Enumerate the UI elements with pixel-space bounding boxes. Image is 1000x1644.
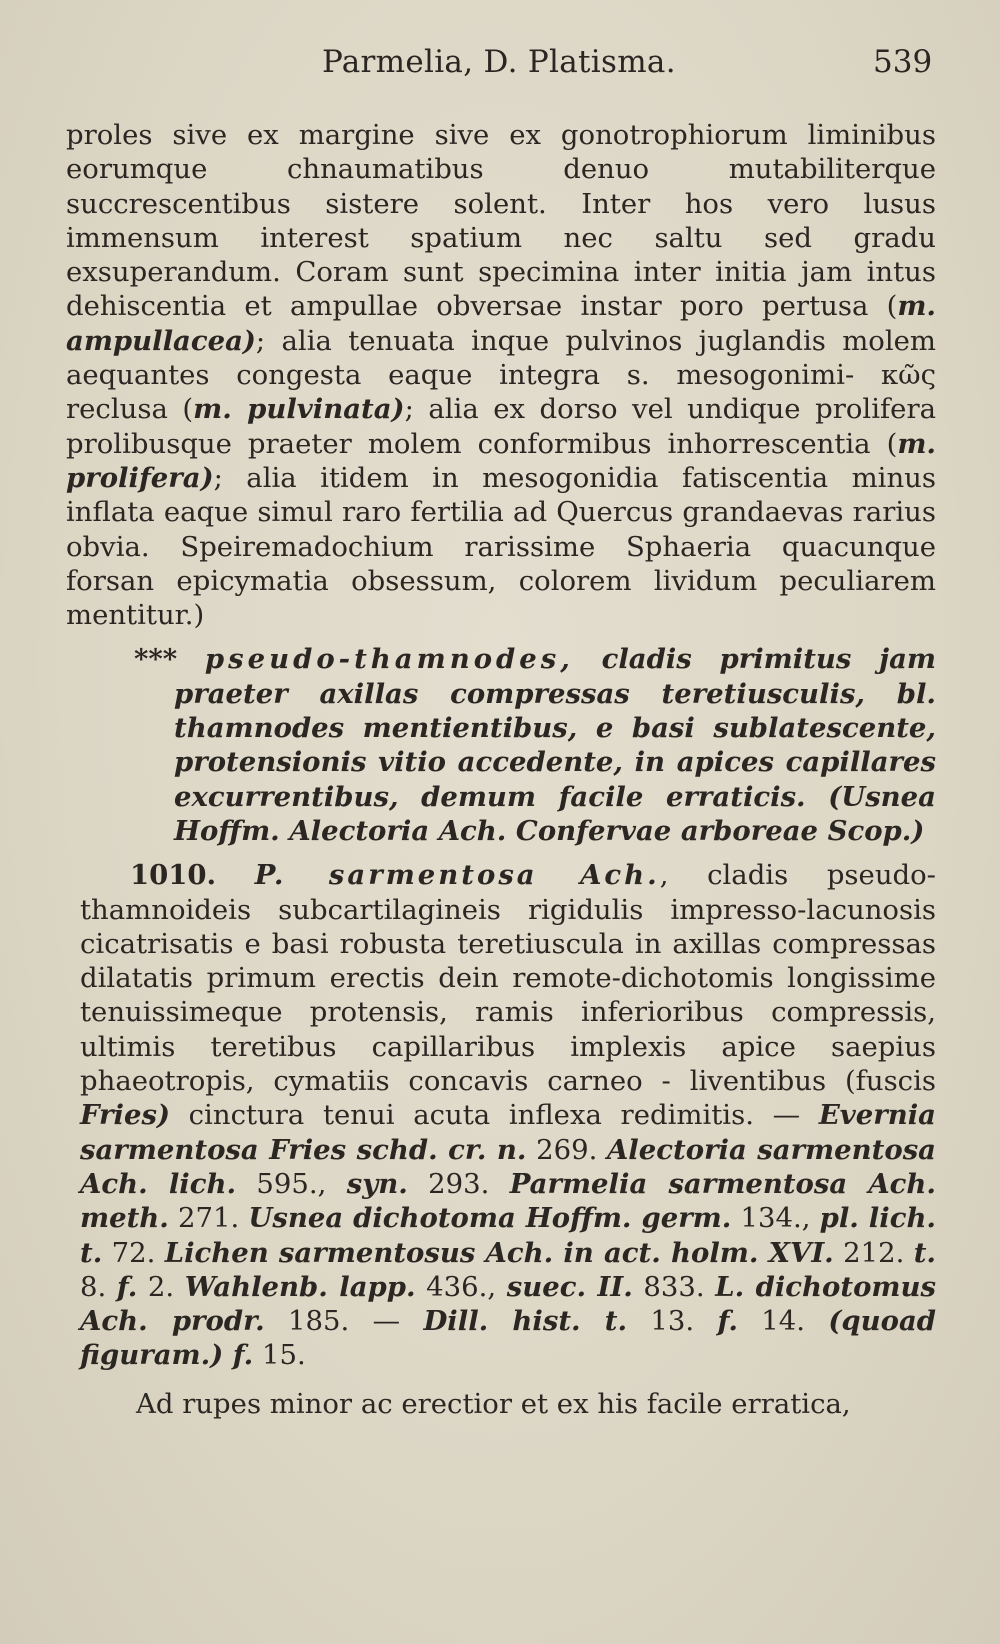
italic-run: m. ampullacea)	[66, 290, 936, 357]
text-run: ; alia ex dorso vel undique prolifera prolibusque praeter molem conformibus inhorrescentia (	[66, 393, 936, 460]
italic-run: (quoad figuram.) f.	[80, 1305, 936, 1372]
text-run: 185. —	[264, 1305, 424, 1338]
italic-run: t.	[913, 1236, 936, 1269]
text-run: 212.	[833, 1236, 914, 1269]
italic-run: Wahlenb. lapp.	[184, 1270, 416, 1303]
italic-run: Usnea dichotoma Hoffm. germ.	[248, 1202, 732, 1235]
page-header	[0, 44, 1000, 94]
italic-run: f.	[717, 1305, 738, 1338]
species-name: P. sarmentosa Ach.	[254, 859, 660, 892]
text-run: ; alia tenuata inque pulvinos juglandis molem aequantes congesta eaque integra s. mesogonimi- κῶς reclusa (	[66, 324, 936, 426]
running-title: Parmelia, D. Platisma.	[322, 44, 676, 80]
italic-run: Lichen sarmentosus Ach. in act. holm. XVI.	[164, 1236, 834, 1269]
italic-run: m. pulvinata)	[193, 393, 405, 426]
italic-run: Evernia sarmentosa Fries schd. cr. n.	[80, 1099, 936, 1166]
italic-run: suec. II.	[506, 1270, 633, 1303]
species-entry-1010	[66, 858, 936, 1372]
subvariety-description: cladis primitus jam praeter axillas compressas teretiusculis, bl. thamnodes mentientibus, e basi sublatescente, protensionis vitio accedente, in apices capillares excurrentibus, demum facile erraticis. (Usnea Hoffm. Alectoria Ach. Confervae arboreae Scop.)	[174, 643, 936, 847]
italic-run: syn.	[346, 1167, 408, 1200]
italic-run: Fries)	[80, 1099, 170, 1132]
text-run: proles sive ex margine sive ex gonotrophiorum liminibus eorumque chnaumatibus denuo mutabiliterque succrescentibus sistere solent. Inter hos vero lusus immensum interest spatium nec saltu sed gradu exsuperandum. Coram sunt specimina inter initia jam intus dehiscentia et ampullae obversae instar poro pertusa (	[66, 119, 936, 323]
italic-run: Parmelia sarmentosa Ach. meth.	[80, 1167, 936, 1235]
text-run: cinctura tenui acuta inflexa redimitis. —	[169, 1099, 819, 1132]
text-run: , cladis pseudo-thamnoideis subcartilagineis rigidulis impresso-lacunosis cicatrisatis e basi robusta teretiuscula in axillas compressas dilatatis primum erectis dein remote-dichotomis longissime tenuissimeque protensis, ramis inferioribus compressis, ultimis teretibus capillaribus implexis apice saepius phaeotropis, cymatiis concavis carneo - liventibus (fuscis	[80, 859, 936, 1098]
italic-run: f.	[116, 1270, 138, 1303]
text-run: 8.	[80, 1270, 117, 1303]
text-run: ; alia itidem in mesogonidia fatiscentia minus inflata eaque simul raro fertilia ad Quercus grandaevas rarius obvia. Speiremadochium rarissime Sphaeria quacunque forsan epicymatia obsessum, colorem lividum peculiarem mentitur.)	[66, 461, 936, 632]
text-run: 436.,	[415, 1270, 507, 1303]
text-run: 14.	[737, 1305, 829, 1338]
italic-run: Alectoria sarmentosa Ach. lich.	[80, 1133, 936, 1200]
text-run: 595.,	[236, 1167, 347, 1200]
subvariety-pseudo-thamnodes	[66, 642, 936, 848]
italic-run: L. dichotomus Ach. prodr.	[80, 1270, 937, 1338]
text-run: 72.	[102, 1236, 165, 1269]
subvariety-name: pseudo-thamnodes,	[204, 643, 574, 676]
paragraph-ad-rupes: Ad rupes minor ac erectior et ex his facile erratica,	[136, 1387, 851, 1420]
species-number: 1010.	[130, 859, 217, 892]
subvariety-marker: ***	[134, 643, 178, 676]
text-run: 833.	[632, 1270, 716, 1303]
page-number: 539	[873, 44, 933, 80]
text-run: 271.	[168, 1202, 249, 1235]
paragraph-proles	[66, 118, 936, 632]
italic-run: pl. lich. t.	[80, 1202, 937, 1269]
italic-run: Dill. hist. t.	[423, 1305, 628, 1338]
text-run: 134.,	[731, 1202, 820, 1235]
text-run: 15.	[253, 1339, 306, 1372]
body-text	[66, 118, 936, 1421]
text-run: 13.	[627, 1305, 718, 1338]
text-run: 2.	[137, 1270, 185, 1303]
text-run: 293.	[407, 1167, 510, 1200]
text-run: 269.	[526, 1133, 607, 1166]
italic-run: m. prolifera)	[66, 427, 936, 494]
